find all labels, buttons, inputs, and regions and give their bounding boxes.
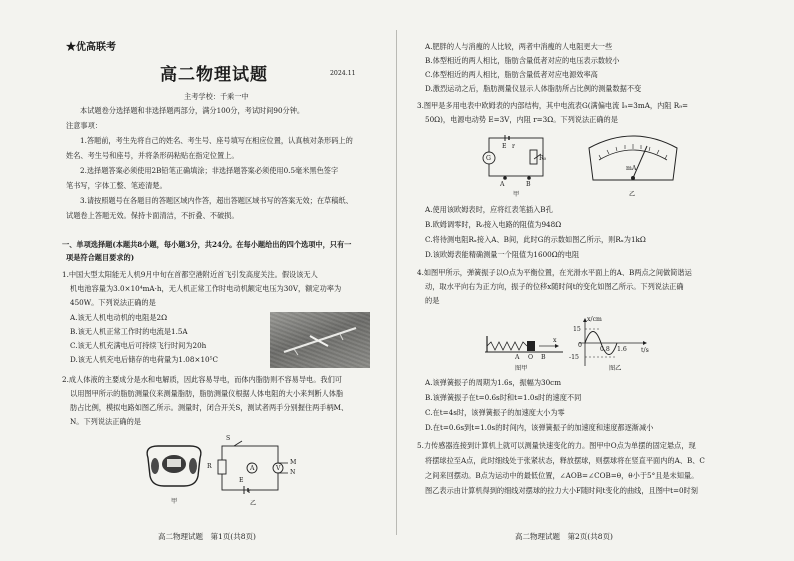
q1-stem: 450W。下列说法正确的是 [70, 298, 156, 307]
circuit-label-r-small: r [248, 488, 251, 495]
fat-meter-figure [140, 440, 208, 492]
q2-option-a: A.肥胖的人与消瘦的人比较，两者中消瘦的人电阻更大一些 [425, 42, 613, 51]
q4-option-b: B.该弹簧振子在t=0.6s时和t=1.0s时的速度不同 [425, 393, 582, 402]
q3-option-a: A.使用该欧姆表时，应将红表笔插入B孔 [425, 205, 553, 214]
drone-silhouette-icon [270, 312, 370, 368]
q1-stem: 机电池容量为3.0×10⁴mA·h，无人机正常工作时电动机额定电压为30V，额定功率为 [70, 284, 342, 293]
q4-option-d: D.在t=0.6s到t=1.0s的时间内，该弹簧振子的加速度和速度都逐渐减小 [425, 423, 654, 432]
q3-label-r0: R₀ [539, 155, 547, 162]
graph-ylabel: x/cm [587, 316, 602, 323]
q3-option-d: D.该欧姆表能精确测量一个阻值为1600Ω的电阻 [425, 250, 580, 259]
fig-label-yi: 乙 [250, 500, 257, 507]
spring-label-b: B [541, 354, 546, 361]
intro-line: 1.答题前，考生先将自己的姓名、考生号、座号填写在相应位置，认真核对条形码上的 [80, 136, 353, 145]
graph-t2: 1.6 [617, 346, 627, 353]
q1-option-b: B.该无人机正常工作时的电流是1.5A [70, 327, 188, 336]
q4-fig-label-yi: 图乙 [609, 365, 622, 372]
ammeter-label: A [250, 465, 255, 472]
q3-stem: 3.图甲是多用电表中欧姆表的内部结构，其中电流表G(满偏电流 I₉=3mA，内阻 R₉= [417, 101, 689, 110]
q2-stem: N。下列说法正确的是 [70, 417, 141, 426]
q3-label-r: r [512, 143, 515, 150]
probe-label-b: B [526, 181, 531, 188]
q4-stem: 4.如图甲所示，弹簧振子以O点为平衡位置，在光滑水平面上的A、B两点之间做简谐运 [417, 268, 692, 277]
host-school: 主考学校：千乘一中 [184, 92, 249, 101]
intro-line: 注意事项： [66, 121, 102, 130]
spring-label-o: O [528, 354, 534, 361]
q2-stem: 2.成人体液的主要成分是水和电解质，因此容易导电，而体内脂肪则不容易导电。我们可 [62, 375, 342, 384]
intro-line: 2.选择题答案必须使用2B铅笔正确填涂；非选择题答案必须使用0.5毫米黑色签字 [80, 166, 339, 175]
spring-label-a: A [515, 354, 520, 361]
spring-label-x: x [553, 337, 557, 344]
xt-graph [575, 318, 649, 368]
q3-fig-label-jia: 甲 [513, 191, 520, 198]
intro-line: 本试题卷分选择题和非选择题两部分，满分100分，考试时间90分钟。 [80, 106, 305, 115]
q4-stem: 动，取水平向右为正方向，振子的位移x随时间t的变化如图乙所示。下列说法正确 [425, 282, 684, 291]
section-heading: 一、单项选择题(本题共8小题，每小题3分，共24分。在每小题给出的四个选项中，只有一 [62, 240, 352, 249]
q3-option-b: B.欧姆调零时，R₀接入电路的阻值为948Ω [425, 220, 562, 229]
q5-stem: 5.力传感器连接到计算机上就可以测量快速变化的力。图甲中O点为单摆的固定悬点，现 [417, 441, 696, 450]
probe-label-a: A [500, 181, 505, 188]
graph-ytop: 15 [573, 326, 581, 333]
q2-option-b: B.体型相近的两人相比，脂肪含量低者对应的电压表示数较小 [425, 56, 620, 65]
circuit-label-r: R [207, 463, 212, 470]
fig-label-jia: 甲 [171, 498, 178, 505]
page-2 [397, 0, 794, 561]
q4-option-a: A.该弹簧振子的周期为1.6s，振幅为30cm [425, 378, 562, 387]
graph-origin: 0 [578, 342, 582, 349]
q1-option-c: C.该无人机充满电后可持续飞行时间为20h [70, 341, 207, 350]
intro-line: 笔书写，字体工整、笔迹清楚。 [66, 181, 167, 190]
q3-stem: 50Ω)，电源电动势 E=3V，内阻 r=3Ω。下列说法正确的是 [425, 115, 618, 124]
q5-stem: 图乙表示由计算机得到的细线对摆球的拉力大小F随时间t变化的曲线，且图中t=0时刻 [425, 486, 698, 495]
q2-stem: 以用图甲所示的脂肪测量仪来测量脂肪，脂肪测量仪根据人体电阻的大小来判断人体脂 [70, 389, 344, 398]
page-title: 高二物理试题 [160, 65, 268, 85]
q1-option-a: A.该无人机电动机的电阻是2Ω [70, 313, 168, 322]
q5-stem: 将摆球拉至A点，此时细线处于张紧状态，释放摆球，则摆球将在竖直平面内的A、B、C [425, 456, 705, 465]
handle-label-n: N [290, 469, 296, 476]
intro-line: 姓名、考生号和座号，并将条形码粘贴在指定位置上。 [66, 151, 239, 160]
q1-option-d: D.该无人机充电后储存的电荷量为1.08×10⁵C [70, 355, 218, 364]
intro-line: 3.请按照题号在各题目的答题区域内作答，超出答题区域书写的答案无效；在草稿纸、 [80, 196, 353, 205]
meter-unit: mA [626, 165, 637, 172]
voltmeter-label: V [276, 465, 281, 472]
exam-date: 2024.11 [330, 70, 356, 77]
circuit-label-s: S [226, 435, 231, 442]
drone-photo [270, 312, 370, 368]
q4-option-c: C.在t=4s时，该弹簧振子的加速度大小为零 [425, 408, 565, 417]
galvanometer-label: G [486, 155, 491, 162]
q4-stem: 的是 [425, 296, 440, 305]
q2-stem: 肪占比例，模拟电路如图乙所示。测量时，闭合开关S，测试者两手分别握住两手柄M、 [70, 403, 349, 412]
graph-t1: 0.8 [600, 346, 610, 353]
graph-xlabel: t/s [641, 347, 649, 354]
section-heading: 项是符合题目要求的) [66, 253, 135, 262]
page-footer: 高二物理试题 第2页(共8页) [515, 532, 613, 541]
q2-option-c: C.体型相近的两人相比，脂肪含量低者对应电源效率高 [425, 70, 598, 79]
q3-option-c: C.将待测电阻Rₓ接入A、B间，此时G的示数如图乙所示，则Rₓ为1kΩ [425, 235, 646, 244]
intro-line: 试题卷上答题无效。保持卡面清洁，不折叠、不破损。 [66, 211, 239, 220]
galvanometer-dial [585, 130, 681, 186]
graph-ybottom: -15 [569, 354, 579, 361]
handle-label-m: M [290, 459, 297, 466]
q5-stem: 之间来回摆动。B点为运动中的最低位置，∠AOB=∠COB=θ，θ小于5°且是未知量。 [425, 471, 699, 480]
q4-fig-label-jia: 图甲 [515, 365, 528, 372]
q3-fig-label-yi: 乙 [629, 191, 636, 198]
page-footer: 高二物理试题 第1页(共8页) [158, 532, 256, 541]
q1-stem: 1.中国大型太阳能无人机9月中旬在首都空港附近首飞引发高度关注。假设该无人 [62, 270, 318, 279]
q2-option-d: D.激烈运动之后，脂肪测量仪显示人体脂肪所占比例的测量数据不变 [425, 84, 642, 93]
brand-mark: ★优高联考 [66, 42, 116, 53]
q3-label-e: E [502, 143, 507, 150]
circuit-label-e: E [239, 477, 244, 484]
